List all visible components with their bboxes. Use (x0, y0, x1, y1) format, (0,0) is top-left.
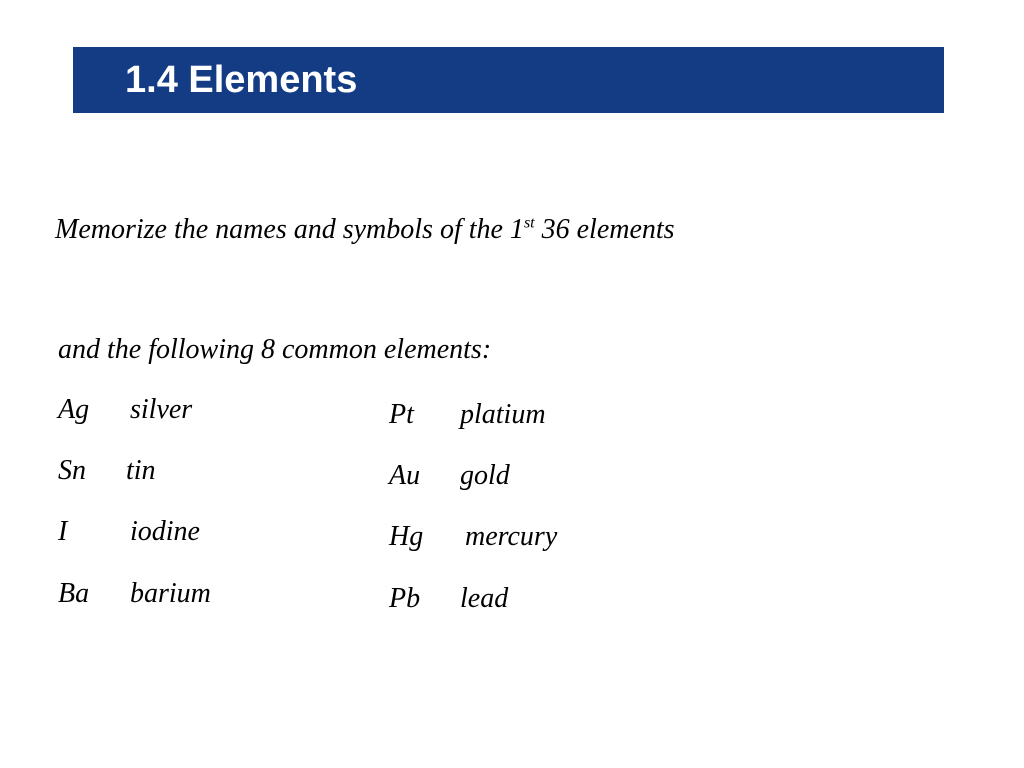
element-symbol: Sn (58, 455, 86, 486)
element-name: mercury (465, 521, 558, 552)
element-symbol: Ag (58, 394, 90, 425)
element-name: silver (130, 394, 193, 425)
element-name: lead (460, 583, 509, 614)
instruction-text (55, 210, 675, 250)
element-name: barium (130, 578, 211, 609)
element-name: platium (460, 399, 546, 430)
element-row-barium (58, 576, 211, 612)
subheading: and the following 8 common elements: (58, 334, 492, 365)
element-symbol: Au (389, 460, 421, 491)
element-name: iodine (130, 516, 200, 547)
element-row-mercury (389, 519, 558, 555)
element-symbol: I (58, 516, 68, 547)
element-symbol: Pt (389, 399, 414, 430)
slide-title: 1.4 Elements (125, 59, 358, 101)
element-symbol: Hg (389, 521, 424, 552)
element-row-silver (58, 392, 193, 428)
instruction-superscript: st (523, 214, 535, 232)
element-row-lead (389, 581, 509, 617)
element-symbol: Pb (389, 583, 421, 614)
element-symbol: Ba (58, 578, 90, 609)
element-row-gold (389, 458, 510, 494)
instruction-text-before: Memorize the names and symbols of the 1 (55, 214, 524, 245)
element-name: gold (460, 460, 510, 491)
title-bar (73, 47, 944, 113)
element-row-iodine (58, 514, 200, 550)
element-name: tin (126, 455, 156, 486)
instruction-text-after: 36 elements (534, 214, 675, 245)
element-row-tin (58, 453, 156, 489)
element-row-platium (389, 397, 546, 433)
